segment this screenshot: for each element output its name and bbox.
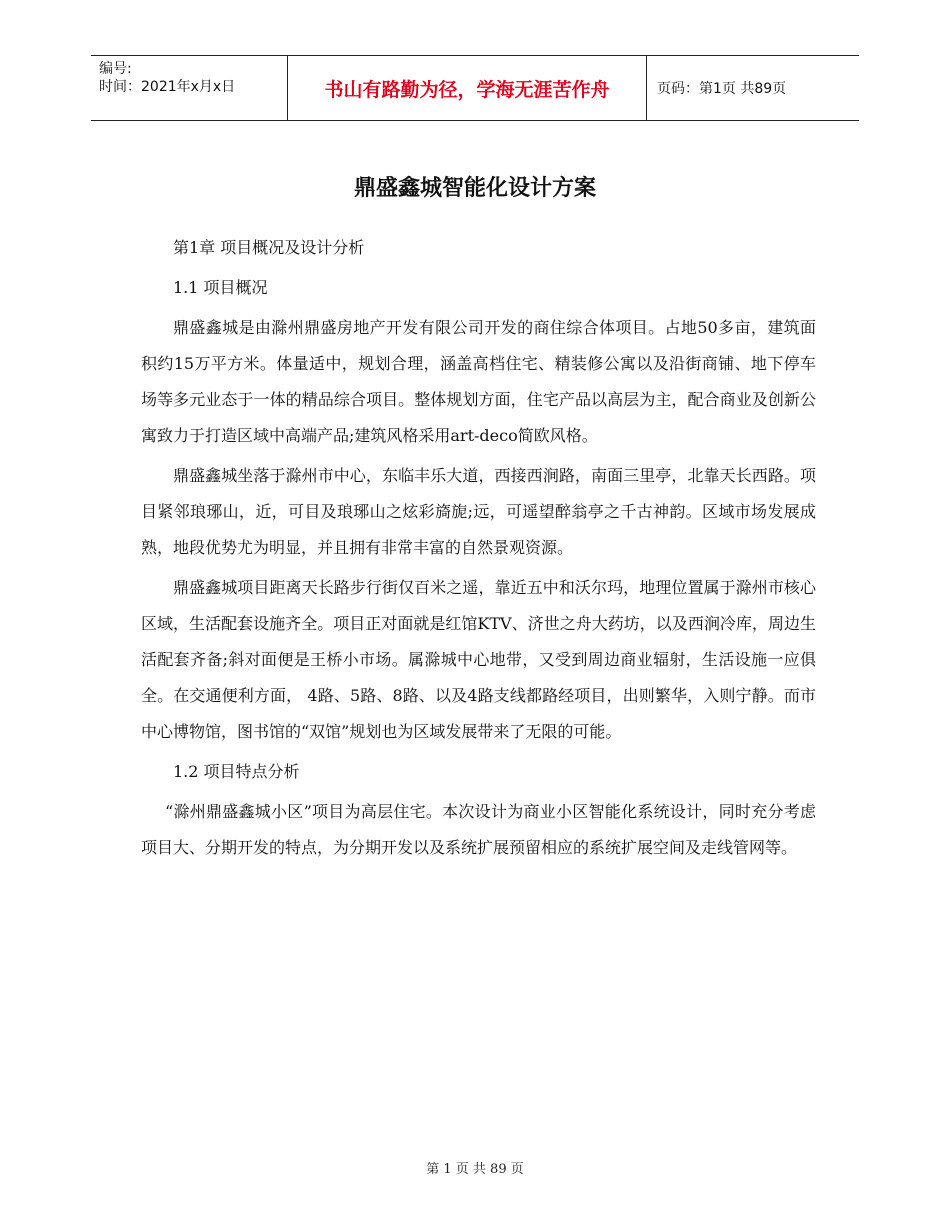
chapter-heading: 第1章 项目概况及设计分析 xyxy=(173,238,365,257)
header-meta xyxy=(99,60,235,96)
header-page-info: 页码：第1页 共89页 xyxy=(657,81,787,97)
document-body xyxy=(141,230,816,870)
document-title: 鼎盛鑫城智能化设计方案 xyxy=(353,176,596,201)
body-paragraph: 鼎盛鑫城坐落于滁州市中心，东临丰乐大道，西接西涧路，南面三里亭，北靠天长西路。项目紧邻琅琊山，近，可目及琅琊山之炫彩旖旎;远，可遥望醉翁亭之千古神韵。区域市场发展成熟，地段优势尤为明显，并且拥有非常丰富的自然景观资源。 xyxy=(141,466,816,557)
page-footer: 第 1 页 共 89 页 xyxy=(426,1162,524,1177)
section-heading-1-1: 1.1 项目概况 xyxy=(173,278,268,297)
body-paragraph: “滁州鼎盛鑫城小区”项目为高层住宅。本次设计为商业小区智能化系统设计，同时充分考虑项目大、分期开发的特点，为分期开发以及系统扩展预留相应的系统扩展空间及走线管网等。 xyxy=(141,802,816,857)
section-heading-1-2: 1.2 项目特点分析 xyxy=(173,762,300,781)
document-time-label: 时间：2021年x月x日 xyxy=(99,79,236,95)
page-header xyxy=(91,55,859,121)
header-motto: 书山有路勤为径，学海无涯苦作舟 xyxy=(287,56,647,120)
body-paragraph: 鼎盛鑫城项目距离天长路步行街仅百米之遥，靠近五中和沃尔玛，地理位置属于滁州市核心区域，生活配套设施齐全。项目正对面就是红馆KTV、济世之舟大药坊，以及西涧冷库，周边生活配套齐备;斜对面便是王桥小市场。属滁城中心地带，又受到周边商业辐射，生活设施一应俱全。在交通便利方面， 4路、5路、8路、以及4路支线都路经项目，出则繁华，入则宁静。而市中心博物馆，图书馆的“双馆”规划也为区域发展带来了无限的可能。 xyxy=(141,578,816,741)
body-paragraph: 鼎盛鑫城是由滁州鼎盛房地产开发有限公司开发的商住综合体项目。占地50多亩，建筑面积约15万平方米。体量适中，规划合理，涵盖高档住宅、精装修公寓以及沿街商铺、地下停车场等多元业态于一体的精品综合项目。整体规划方面，住宅产品以高层为主，配合商业及创新公寓致力于打造区域中高端产品;建筑风格采用art-deco简欧风格。 xyxy=(141,318,816,445)
document-number-label: 编号: xyxy=(99,61,132,77)
